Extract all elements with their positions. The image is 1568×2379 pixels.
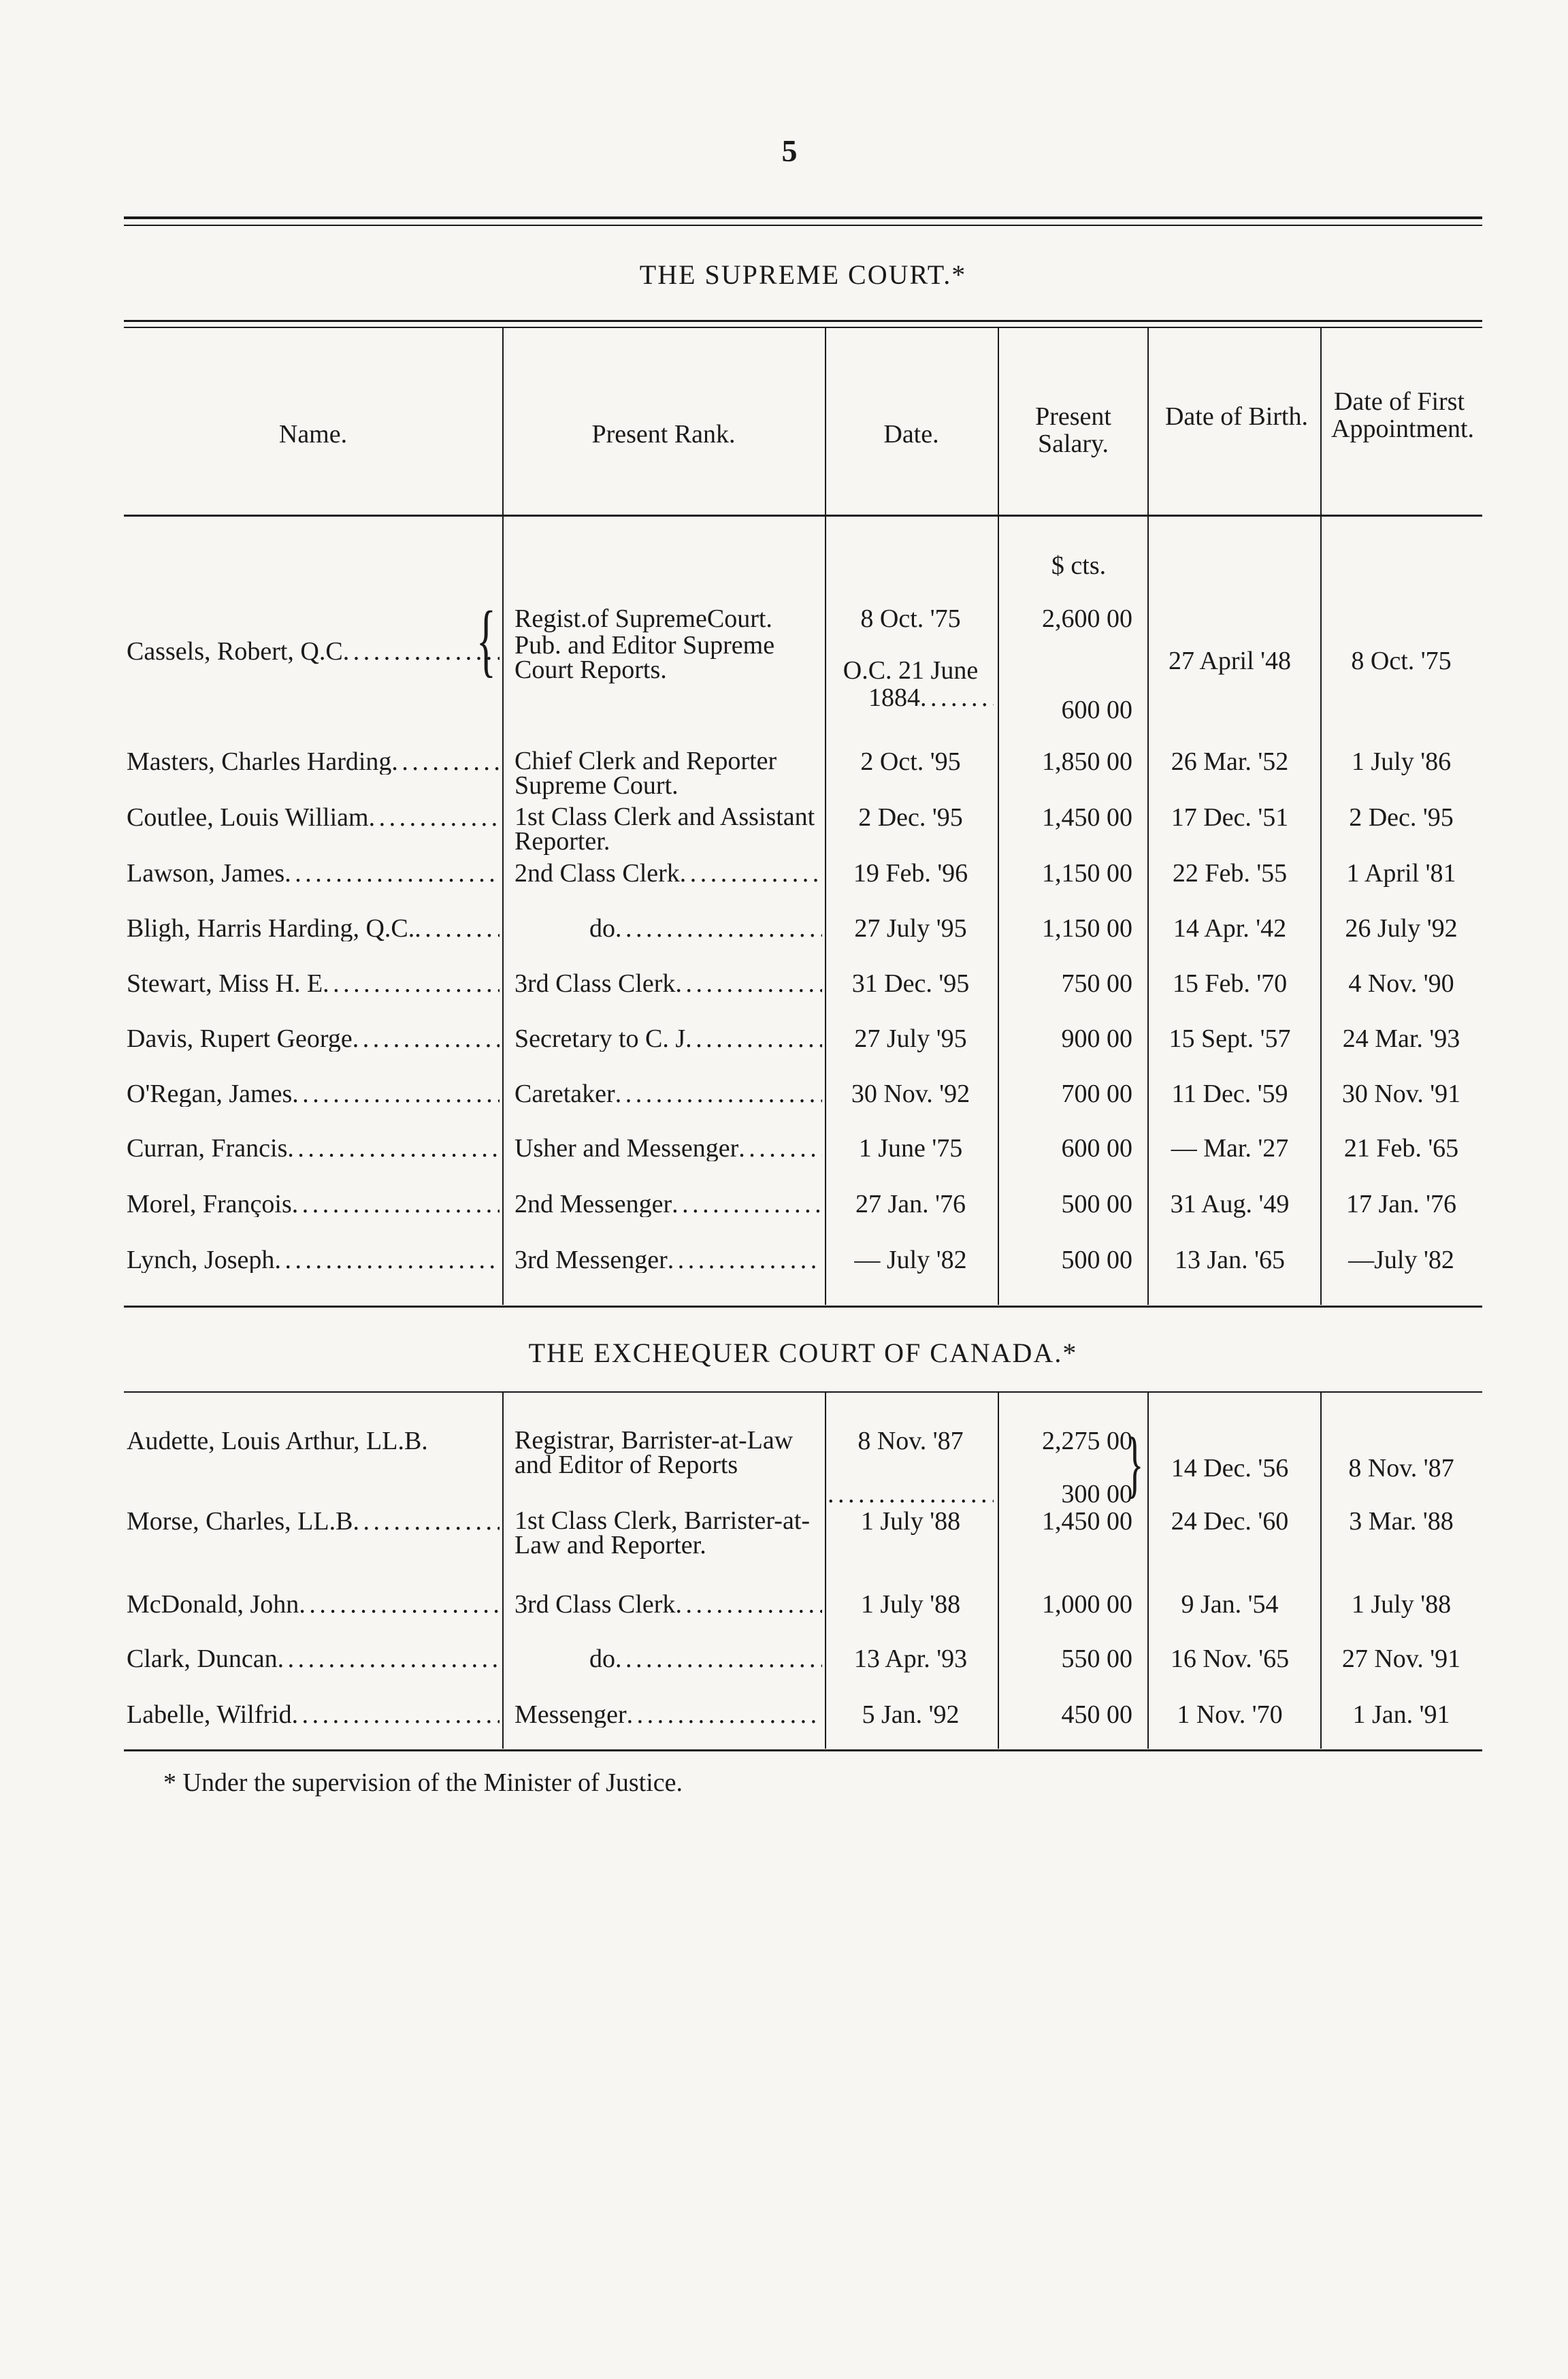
table-row-date: 27 July '95 <box>854 914 967 943</box>
table-row-birth: 15 Feb. '70 <box>1172 969 1288 998</box>
table-row-birth: 15 Sept. '57 <box>1169 1024 1291 1053</box>
table-row-salary: 900 00 <box>1061 1024 1132 1053</box>
table-row-date: 1884 . . . <box>828 685 994 711</box>
table-row-appointment: 26 July '92 <box>1345 914 1458 943</box>
bottom-rule <box>124 1749 1482 1751</box>
column-divider <box>998 328 999 1305</box>
table-row-appointment: 1 Jan. '91 <box>1352 1700 1450 1729</box>
column-divider <box>1147 1393 1149 1749</box>
table-row-date-leader <box>828 1481 994 1507</box>
table-row-rank: 3rd Class Clerk . . . <box>514 1591 822 1617</box>
table-row-name: Masters, Charles Harding . . . <box>127 749 500 775</box>
table-row-salary: 2,275 00 <box>1042 1427 1132 1455</box>
table-row-rank: Pub. and Editor Supreme Court Reports. <box>514 631 775 684</box>
table-row-appointment: 27 Nov. '91 <box>1341 1645 1461 1673</box>
column-divider <box>825 1393 826 1749</box>
table-row-birth: 13 Jan. '65 <box>1174 1246 1285 1274</box>
table-row-name: Labelle, Wilfrid . . . <box>127 1702 500 1728</box>
table-row-salary: 750 00 <box>1061 969 1132 998</box>
table-row-date: 30 Nov. '92 <box>851 1080 970 1108</box>
table-row-name: Coutlee, Louis William . . . <box>127 805 500 830</box>
table-row-rank: 3rd Class Clerk . . . <box>514 971 822 997</box>
table-row-date: O.C. 21 June <box>843 656 979 685</box>
table-row-rank: Secretary to C. J . . . <box>514 1026 822 1052</box>
table-row-date: 5 Jan. '92 <box>862 1700 960 1729</box>
header-date-of-birth: Date of Birth. <box>1164 402 1308 431</box>
table-row-rank: 1st Class Clerk, Barrister-at-Law and Reporter. <box>514 1506 811 1559</box>
table-row-rank: do . . . <box>514 1646 822 1672</box>
table-row-salary: 1,450 00 <box>1042 1507 1132 1536</box>
table-row-rank: Regist.of SupremeCourt. <box>514 604 772 633</box>
header-date-first-appointment: Date of First Appointment. <box>1331 387 1475 443</box>
table-row-appointment: 24 Mar. '93 <box>1342 1024 1460 1053</box>
table-row-date: 2 Oct. '95 <box>860 747 961 776</box>
table-row-name: Curran, Francis . . . <box>127 1135 500 1161</box>
table-row-date: 2 Dec. '95 <box>858 803 963 832</box>
table-row-name: McDonald, John . . . <box>127 1591 500 1617</box>
table-row-name: Davis, Rupert George . . . <box>127 1026 500 1052</box>
table-row-date: 8 Oct. '75 <box>860 604 961 633</box>
header-date: Date. <box>883 420 939 449</box>
top-rule <box>124 216 1482 219</box>
table-row-rank: 2nd Class Clerk . . . <box>514 860 822 886</box>
table-row-name: Lynch, Joseph . . . <box>127 1247 500 1273</box>
table-row-salary: 600 00 <box>1061 696 1132 724</box>
table-row-appointment: 21 Feb. '65 <box>1343 1134 1459 1163</box>
table-row-salary: 300 00 <box>1061 1480 1132 1508</box>
table-row-birth: 31 Aug. '49 <box>1170 1190 1290 1218</box>
table-row-birth: — Mar. '27 <box>1171 1134 1289 1163</box>
table-row-appointment: 2 Dec. '95 <box>1349 803 1454 832</box>
table-row-birth: 26 Mar. '52 <box>1171 747 1289 776</box>
top-rule-thin <box>124 225 1482 226</box>
table-row-date: 1 June '75 <box>858 1134 963 1163</box>
table-row-birth: 27 April '48 <box>1169 647 1291 675</box>
table-row-salary: 550 00 <box>1061 1645 1132 1673</box>
brace-left: { <box>476 594 496 685</box>
table-row-date: 27 Jan. '76 <box>855 1190 966 1218</box>
table-row-salary: 450 00 <box>1061 1700 1132 1729</box>
table-row-birth: 17 Dec. '51 <box>1171 803 1289 832</box>
table-row-rank: do . . . <box>514 916 822 941</box>
table-row-birth: 1 Nov. '70 <box>1177 1700 1283 1729</box>
table-row-birth: 11 Dec. '59 <box>1171 1080 1288 1108</box>
table-row-salary: 1,850 00 <box>1042 747 1132 776</box>
column-divider <box>502 1393 504 1749</box>
table-row-appointment: 1 July '88 <box>1351 1590 1452 1619</box>
table-row-birth: 24 Dec. '60 <box>1171 1507 1289 1536</box>
table-row-name: Cassels, Robert, Q.C . . . <box>127 638 500 664</box>
table-row-rank: Usher and Messenger . . . <box>514 1135 822 1161</box>
table-row-salary: 1,450 00 <box>1042 803 1132 832</box>
table-row-rank: Registrar, Barrister-at-Law and Editor of Reports <box>514 1426 794 1479</box>
column-divider <box>1320 328 1322 1305</box>
table-row-date: 27 July '95 <box>854 1024 967 1053</box>
table-row-appointment: 17 Jan. '76 <box>1345 1190 1456 1218</box>
header-name: Name. <box>278 420 348 449</box>
table-row-appointment: 3 Mar. '88 <box>1349 1507 1454 1536</box>
table-row-name: Bligh, Harris Harding, Q.C. . . . <box>127 916 500 941</box>
table-row-date: 8 Nov. '87 <box>858 1427 964 1455</box>
header-top-rule-thin <box>124 327 1482 328</box>
table-row-name: Clark, Duncan . . . <box>127 1646 500 1672</box>
table-row-salary: 1,150 00 <box>1042 914 1132 943</box>
supreme-court-title: THE SUPREME COURT.* <box>639 259 967 290</box>
table-row-salary: 600 00 <box>1061 1134 1132 1163</box>
table-row-name: Morse, Charles, LL.B . . . <box>127 1508 500 1534</box>
table-row-date: 19 Feb. '96 <box>853 859 968 888</box>
column-divider <box>1320 1393 1322 1749</box>
table-row-salary: 1,150 00 <box>1042 859 1132 888</box>
table-row-date: 13 Apr. '93 <box>853 1645 968 1673</box>
table-row-appointment: 4 Nov. '90 <box>1348 969 1454 998</box>
column-divider <box>502 328 504 1305</box>
table-row-appointment: 8 Oct. '75 <box>1351 647 1452 675</box>
table-row-date: 1 July '88 <box>860 1507 961 1536</box>
table-row-rank: Chief Clerk and Reporter Supreme Court. <box>514 747 777 800</box>
page-number: 5 <box>781 133 798 168</box>
table-row-appointment: —July '82 <box>1348 1246 1454 1274</box>
section-rule <box>124 1306 1482 1308</box>
exchequer-court-title: THE EXCHEQUER COURT OF CANADA.* <box>528 1338 1078 1368</box>
table-row-salary: 2,600 00 <box>1042 604 1132 633</box>
table-row-name: Audette, Louis Arthur, LL.B. <box>127 1427 428 1455</box>
table-row-name: Stewart, Miss H. E . . . <box>127 971 500 997</box>
column-divider <box>825 328 826 1305</box>
table-row-birth: 16 Nov. '65 <box>1170 1645 1290 1673</box>
table-row-appointment: 30 Nov. '91 <box>1341 1080 1461 1108</box>
table-row-name: Morel, François . . . <box>127 1191 500 1217</box>
table-row-date: 1 July '88 <box>860 1590 961 1619</box>
table-row-appointment: 1 July '86 <box>1351 747 1452 776</box>
table-row-salary: 700 00 <box>1061 1080 1132 1108</box>
table-row-birth: 14 Apr. '42 <box>1173 914 1287 943</box>
table-row-date: 31 Dec. '95 <box>851 969 970 998</box>
table-row-salary: 500 00 <box>1061 1246 1132 1274</box>
table-row-appointment: 1 April '81 <box>1346 859 1456 888</box>
table-row-appointment: 8 Nov. '87 <box>1348 1454 1454 1483</box>
table-row-date: — July '82 <box>854 1246 967 1274</box>
table-row-rank: 2nd Messenger . . . <box>514 1191 822 1217</box>
table-row-rank: 1st Class Clerk and Assistant Reporter. <box>514 803 815 856</box>
table-row-name: Lawson, James . . . <box>127 860 500 886</box>
table-row-birth: 22 Feb. '55 <box>1172 859 1288 888</box>
table-row-birth: 9 Jan. '54 <box>1181 1590 1279 1619</box>
header-bottom-rule <box>124 515 1482 517</box>
header-present-salary: Present Salary. <box>1035 402 1111 458</box>
table-row-rank: Messenger . . . <box>514 1702 822 1728</box>
footnote: * Under the supervision of the Minister of Justice. <box>163 1768 683 1797</box>
table-row-rank: Caretaker . . . <box>514 1081 822 1107</box>
column-divider <box>1147 328 1149 1305</box>
header-top-rule <box>124 320 1482 322</box>
brace-right: } <box>1126 1422 1144 1505</box>
table-row-salary: 500 00 <box>1061 1190 1132 1218</box>
table-row-rank: 3rd Messenger . . . <box>514 1247 822 1273</box>
currency-header: $ cts. <box>1051 551 1107 580</box>
table-row-salary: 1,000 00 <box>1042 1590 1132 1619</box>
table-row-birth: 14 Dec. '56 <box>1171 1454 1289 1483</box>
table-row-name: O'Regan, James . . . <box>127 1081 500 1107</box>
header-present-rank: Present Rank. <box>591 420 736 449</box>
column-divider <box>998 1393 999 1749</box>
section-rule <box>124 1391 1482 1393</box>
